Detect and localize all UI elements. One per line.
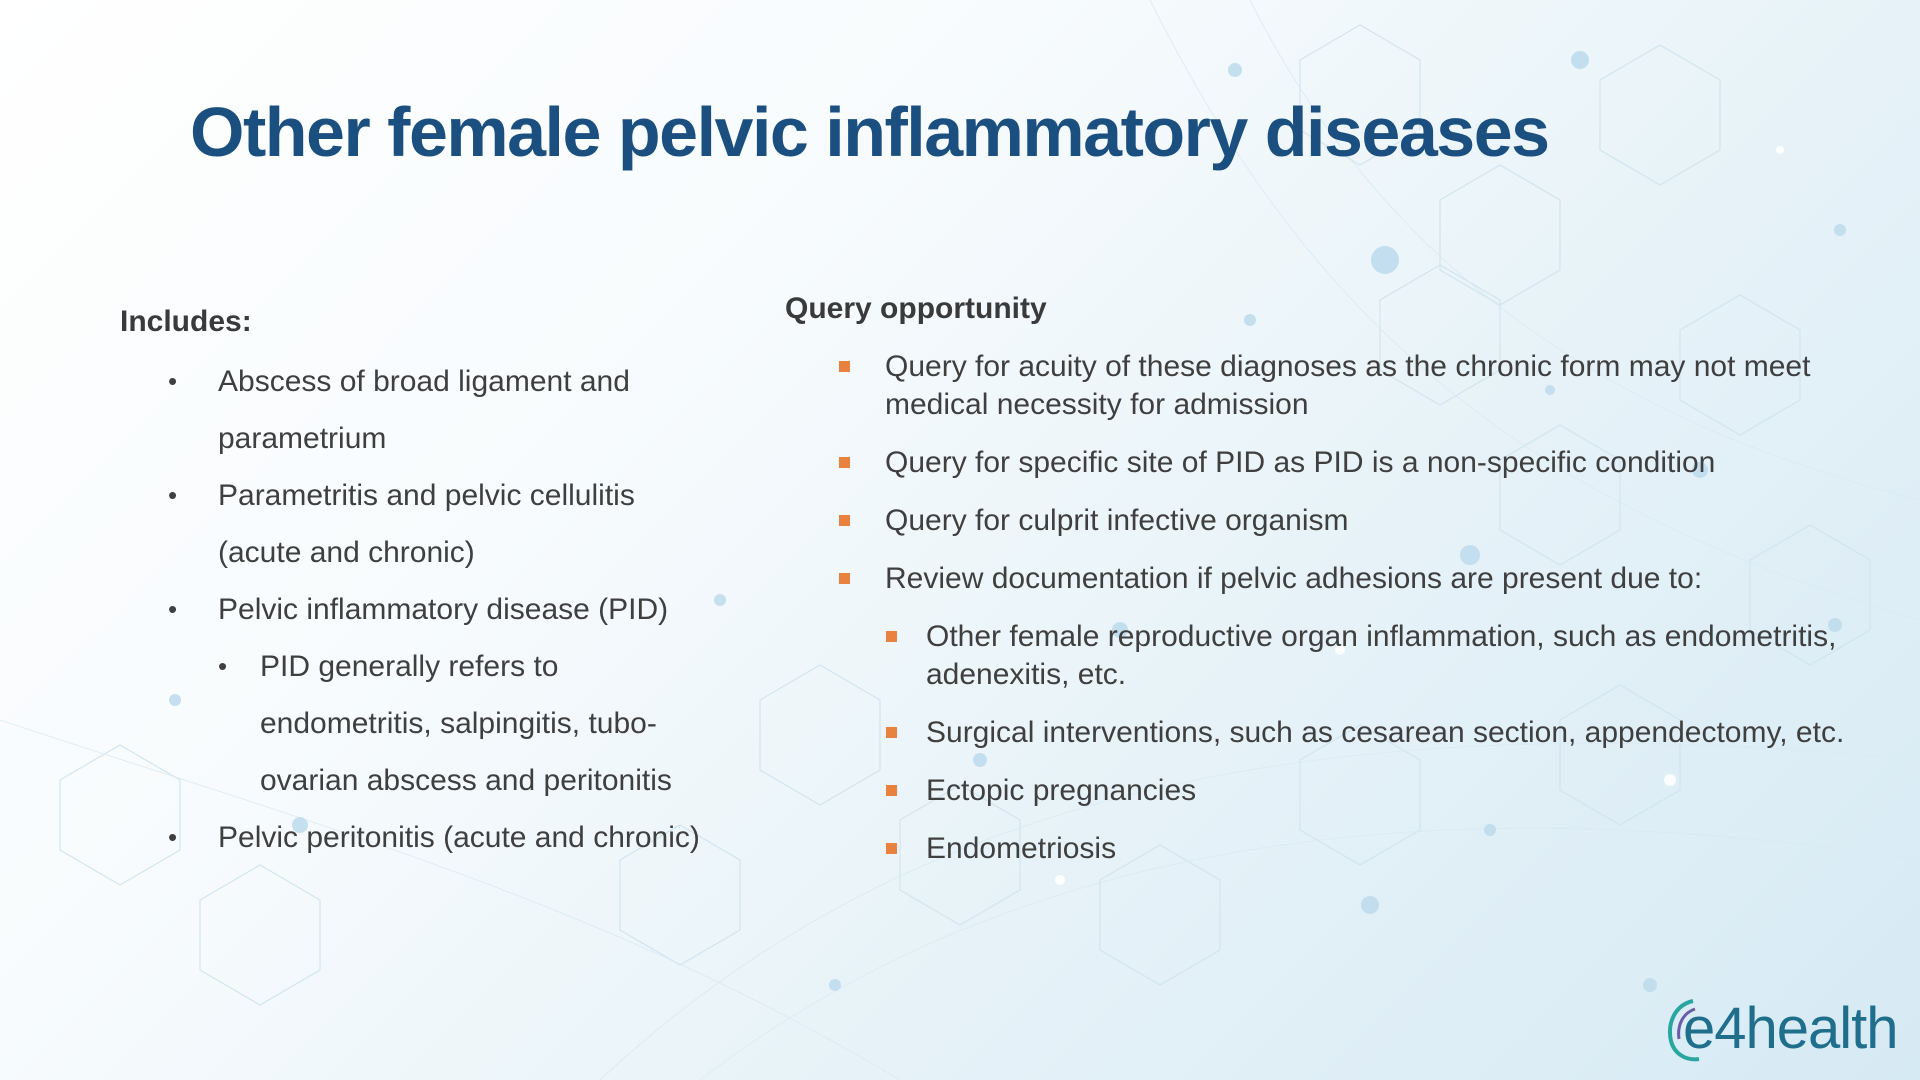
query-subitem-text: Endometriosis bbox=[926, 832, 1117, 865]
includes-item bbox=[120, 809, 720, 866]
e4health-logo bbox=[1665, 995, 1898, 1065]
includes-item bbox=[120, 353, 720, 467]
query-item-text: Query for culprit infective organism bbox=[885, 504, 1349, 537]
square-bullet-icon bbox=[886, 727, 897, 738]
square-bullet-icon bbox=[839, 457, 850, 468]
includes-item bbox=[120, 467, 720, 581]
query-heading: Query opportunity bbox=[785, 292, 1047, 325]
includes-item-text: Pelvic inflammatory disease (PID) bbox=[218, 593, 669, 626]
query-subitem-text: Surgical interventions, such as cesarean section, appendectomy, etc. bbox=[926, 716, 1845, 749]
includes-subitem-text: PID generally refers to endometritis, salpingitis, tubo-ovarian abscess and peritonitis bbox=[260, 650, 672, 797]
query-item bbox=[785, 444, 1855, 482]
query-item-text: Query for acuity of these diagnoses as the chronic form may not meet medical necessity for admission bbox=[885, 350, 1811, 421]
square-bullet-icon bbox=[839, 573, 850, 584]
includes-heading: Includes: bbox=[120, 305, 252, 338]
includes-subitem bbox=[218, 638, 720, 809]
query-list bbox=[785, 348, 1855, 868]
query-section bbox=[785, 292, 1855, 888]
query-item bbox=[785, 502, 1855, 540]
square-bullet-icon bbox=[839, 515, 850, 526]
bullet-dot-icon: • bbox=[168, 594, 178, 624]
query-sublist bbox=[885, 618, 1855, 868]
bullet-dot-icon: • bbox=[168, 480, 178, 510]
square-bullet-icon bbox=[886, 631, 897, 642]
query-item bbox=[785, 348, 1855, 424]
query-subitem bbox=[884, 618, 1855, 694]
query-subitem-text: Ectopic pregnancies bbox=[926, 774, 1197, 807]
includes-item-text: Abscess of broad ligament and parametrium bbox=[218, 365, 630, 455]
logo-text: e4health bbox=[1683, 996, 1898, 1061]
query-item-text: Query for specific site of PID as PID is a non-specific condition bbox=[885, 446, 1716, 479]
query-subitem bbox=[884, 830, 1855, 868]
includes-list bbox=[120, 353, 720, 866]
includes-item bbox=[120, 581, 720, 809]
square-bullet-icon bbox=[886, 843, 897, 854]
includes-item-text: Pelvic peritonitis (acute and chronic) bbox=[218, 821, 700, 854]
query-subitem-text: Other female reproductive organ inflammation, such as endometritis, adenexitis, etc. bbox=[926, 620, 1837, 691]
query-subitem bbox=[884, 714, 1855, 752]
bullet-dot-icon: • bbox=[168, 366, 178, 396]
slide-title: Other female pelvic inflammatory diseases bbox=[190, 93, 1549, 171]
query-subitem bbox=[884, 772, 1855, 810]
square-bullet-icon bbox=[839, 361, 850, 372]
includes-item-text: Parametritis and pelvic cellulitis (acute and chronic) bbox=[218, 479, 635, 569]
bullet-dot-icon: • bbox=[168, 822, 178, 852]
bullet-dot-icon: • bbox=[218, 651, 228, 681]
square-bullet-icon bbox=[886, 785, 897, 796]
includes-section bbox=[120, 305, 720, 866]
includes-sublist bbox=[218, 638, 720, 809]
query-item-text: Review documentation if pelvic adhesions are present due to: bbox=[885, 562, 1703, 595]
query-item bbox=[785, 560, 1855, 868]
